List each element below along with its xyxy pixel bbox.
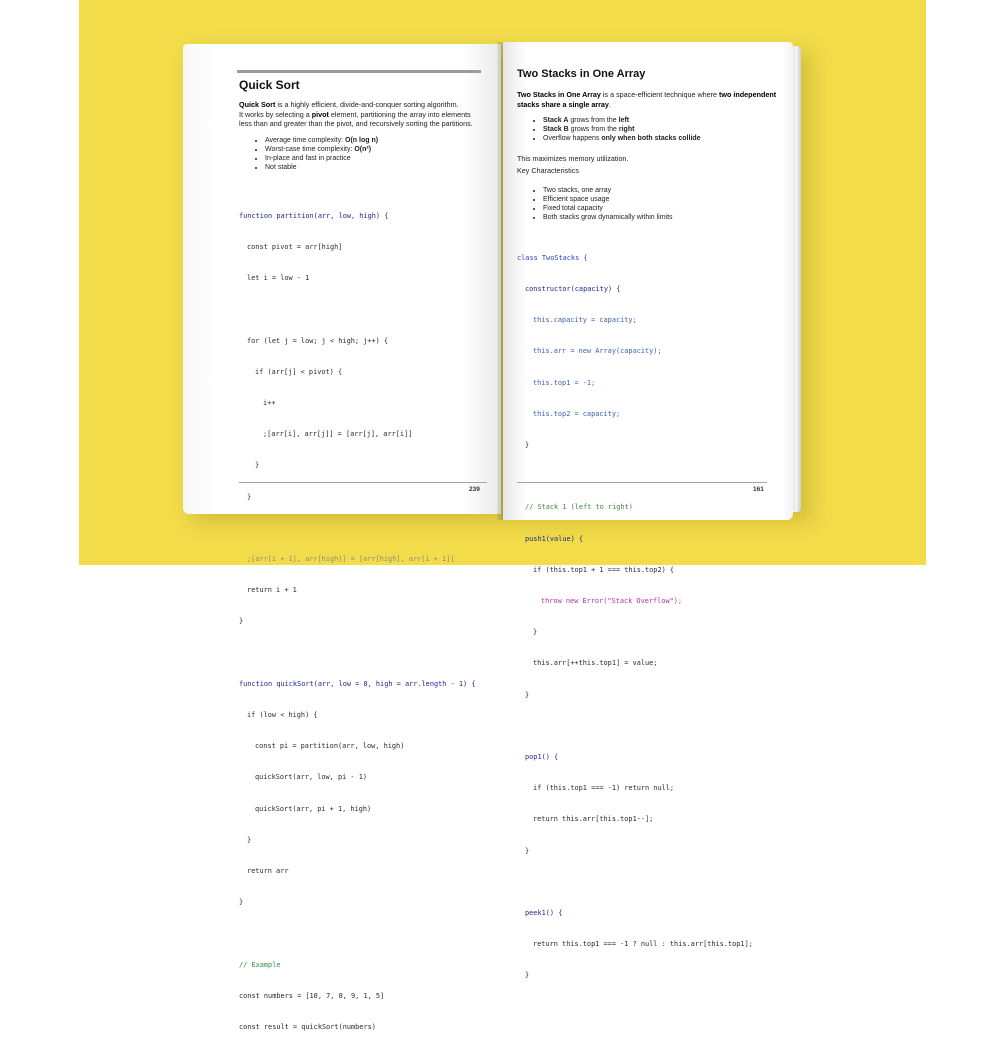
code-comment: // Example xyxy=(239,960,281,969)
footer-rule xyxy=(239,482,487,483)
intro-text: . xyxy=(608,99,611,109)
code-line: const pi = partition(arr, low, high) xyxy=(255,742,405,751)
code-blank xyxy=(239,304,475,314)
intro-text: element, partitioning the array into elements xyxy=(328,109,471,119)
page-number: 239 xyxy=(469,486,480,493)
code-line: return this.arr[this.top1--]; xyxy=(533,815,654,824)
code-line: } xyxy=(525,441,530,450)
code-comment: // Stack 1 (left to right) xyxy=(525,503,633,512)
intro-term: Quick Sort xyxy=(239,100,276,109)
code-line: } xyxy=(239,617,244,626)
open-book xyxy=(79,0,926,1032)
code-line: if (this.top1 === -1) return null; xyxy=(533,784,675,793)
list-item: • Average time complexity: O(n log n) xyxy=(265,136,465,145)
code-blank xyxy=(517,721,753,731)
code-line: push1(value) { xyxy=(525,534,584,543)
code-line: const result = quickSort(numbers) xyxy=(239,1023,376,1032)
intro-text: less than and greater than the pivot, and recursively sorting the partitions. xyxy=(239,119,473,129)
code-line: } xyxy=(247,835,252,844)
code-line: ;[arr[i + 1], arr[high]] = [arr[high], arr[i + 1]] xyxy=(247,555,455,564)
list-item: • Fixed total capacity xyxy=(543,204,773,213)
code-line: i++ xyxy=(263,399,276,408)
list-item: • Efficient space usage xyxy=(543,195,773,204)
code-line: for (let j = low; j < high; j++) { xyxy=(247,336,389,345)
code-line: this.arr = new Array(capacity); xyxy=(533,347,662,356)
list-item: • Stack B grows from the right xyxy=(543,125,773,134)
footer-rule xyxy=(517,482,767,483)
right-page xyxy=(503,42,793,980)
intro-text: is a highly efficient, divide-and-conquer sorting algorithm. xyxy=(275,100,459,109)
code-line: return this.top1 === -1 ? null : this.arr[this.top1]; xyxy=(533,940,753,949)
list-item: • Not stable xyxy=(265,163,465,172)
yellow-background xyxy=(79,0,926,1032)
code-line: ;[arr[i], arr[j]] = [arr[j], arr[i]] xyxy=(263,430,413,439)
code-line: this.capacity = capacity; xyxy=(533,316,637,325)
code-line: function quickSort(arr, low = 0, high = arr.length - 1) { xyxy=(239,679,476,688)
list-item: • Stack A grows from the left xyxy=(543,116,773,125)
code-line: this.top1 = -1; xyxy=(533,378,596,387)
code-line: } xyxy=(239,898,244,907)
list-item: • Two stacks, one array xyxy=(543,186,773,195)
code-line: if (arr[j] < pivot) { xyxy=(255,367,343,376)
code-line: const pivot = arr[high] xyxy=(247,243,343,252)
code-blank xyxy=(517,877,753,887)
list-item: • Both stacks grow dynamically within limits xyxy=(543,213,773,222)
code-line: return i + 1 xyxy=(247,586,297,595)
code-line: return arr xyxy=(247,867,289,876)
left-page xyxy=(183,44,501,1032)
intro-term: Two Stacks in One Array xyxy=(517,90,601,99)
title-rule xyxy=(237,70,481,73)
intro-pivot: pivot xyxy=(311,109,329,119)
page-title: Two Stacks in One Array xyxy=(517,68,646,80)
list-item: • Worst-case time complexity: O(n²) xyxy=(265,145,465,154)
code-line: } xyxy=(525,846,530,855)
code-line: constructor(capacity) { xyxy=(525,285,621,294)
intro-paragraph xyxy=(239,100,489,129)
list-item: • Overflow happens only when both stacks collide xyxy=(543,134,773,143)
code-blank xyxy=(239,523,475,533)
code-line: peek1() { xyxy=(525,909,563,918)
intro-bold: two independent stacks share a single array xyxy=(517,90,777,109)
key-list xyxy=(531,186,773,222)
code-line: function partition(arr, low, high) { xyxy=(239,211,389,220)
code-line: pop1() { xyxy=(525,753,559,762)
code-line: class TwoStacks { xyxy=(517,253,588,262)
code-line: } xyxy=(255,461,260,470)
code-blank xyxy=(517,471,753,481)
intro-paragraph xyxy=(517,90,779,109)
code-line: const numbers = [10, 7, 8, 9, 1, 5] xyxy=(239,991,385,1000)
code-line: if (this.top1 + 1 === this.top2) { xyxy=(533,565,675,574)
code-line: quickSort(arr, pi + 1, high) xyxy=(255,804,372,813)
code-line: if (low < high) { xyxy=(247,711,318,720)
code-line: } xyxy=(525,971,530,980)
code-block xyxy=(239,190,475,1053)
intro-text: is a space-efficient technique where xyxy=(600,90,720,99)
page-title: Quick Sort xyxy=(239,78,300,92)
code-blank xyxy=(239,928,475,938)
complexity-list xyxy=(253,136,465,172)
code-line: this.arr[++this.top1] = value; xyxy=(533,659,658,668)
code-line: this.top2 = capacity; xyxy=(533,409,621,418)
code-line: quickSort(arr, low, pi - 1) xyxy=(255,773,368,782)
stack-list xyxy=(531,116,773,143)
code-block xyxy=(517,232,753,1002)
code-line: } xyxy=(525,690,530,699)
code-line: let i = low - 1 xyxy=(247,274,310,283)
intro-text: It works by selecting a xyxy=(239,109,312,119)
page-number: 161 xyxy=(753,486,764,493)
code-line: } xyxy=(247,492,252,501)
code-blank xyxy=(239,648,475,658)
list-item: • In-place and fast in practice xyxy=(265,154,465,163)
key-heading: Key Characteristics xyxy=(517,166,579,175)
maximizes-text: This maximizes memory utilization. xyxy=(517,154,629,163)
code-line: throw new Error("Stack Overflow"); xyxy=(541,597,683,606)
code-line: } xyxy=(533,628,538,637)
